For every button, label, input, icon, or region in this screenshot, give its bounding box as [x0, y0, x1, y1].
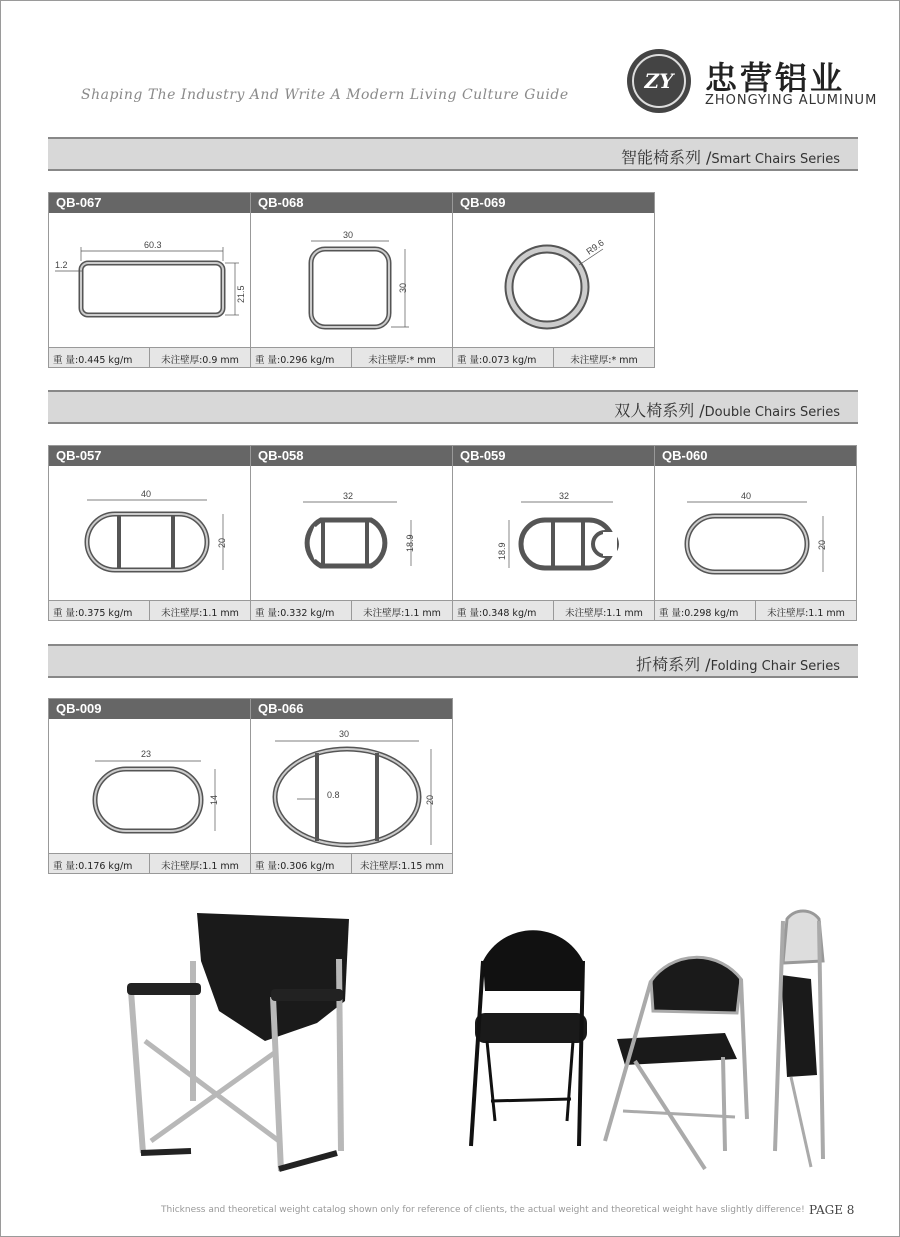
- profile-specs: [251, 853, 452, 873]
- profile-code: QB-068: [251, 193, 452, 213]
- profile-specs: [49, 853, 250, 873]
- profile-specs: [49, 347, 250, 367]
- weight-value: 重 量:0.375 kg/m: [53, 608, 133, 619]
- dim-label: 21.5: [236, 285, 246, 303]
- chair-photos: [111, 901, 841, 1186]
- dim-label: 40: [141, 489, 152, 499]
- profile-card-qb-066: [250, 698, 453, 874]
- profile-drawing: [49, 213, 250, 349]
- thickness-value: 未注壁厚:1.1 mm: [149, 601, 250, 620]
- profile-drawing: [453, 466, 654, 602]
- thickness-value: 未注壁厚:* mm: [351, 348, 452, 367]
- thickness-value: 未注壁厚:0.9 mm: [149, 348, 250, 367]
- dim-label: 60.3: [144, 240, 162, 250]
- weight-value: 重 量:0.348 kg/m: [457, 608, 537, 619]
- profile-code: QB-058: [251, 446, 452, 466]
- weight-value: 重 量:0.306 kg/m: [255, 861, 335, 872]
- profile-card-qb-009: [48, 698, 251, 874]
- dim-label: 20: [817, 539, 827, 550]
- section-header-folding-chair: [48, 644, 858, 678]
- thickness-value: 未注壁厚:1.1 mm: [755, 601, 856, 620]
- section-title-en: Smart Chairs Series: [711, 152, 840, 167]
- profile-drawing: [251, 213, 452, 349]
- profile-code: QB-057: [49, 446, 250, 466]
- thickness-value: 未注壁厚:1.1 mm: [553, 601, 654, 620]
- profile-code: QB-060: [655, 446, 856, 466]
- tagline: Shaping The Industry And Write A Modern Living Culture Guide: [81, 87, 569, 103]
- weight-value: 重 量:0.176 kg/m: [53, 861, 133, 872]
- profile-code: QB-059: [453, 446, 654, 466]
- dim-label: R9.6: [584, 237, 606, 257]
- profile-drawing: [49, 719, 250, 855]
- profile-card-qb-057: [48, 445, 251, 621]
- dim-label: 18.9: [405, 534, 415, 552]
- section-title-en: Folding Chair Series: [710, 659, 840, 674]
- section-title-en: Double Chairs Series: [704, 405, 840, 420]
- thickness-value: 未注壁厚:1.1 mm: [149, 854, 250, 873]
- dim-label: 20: [425, 794, 435, 805]
- profile-specs: [453, 600, 654, 620]
- section-header-smart-chairs: [48, 137, 858, 171]
- profile-card-qb-069: [452, 192, 655, 368]
- profile-specs: [655, 600, 856, 620]
- profile-specs: [251, 600, 452, 620]
- profile-drawing: [251, 466, 452, 602]
- dim-label: 0.8: [327, 790, 340, 800]
- dim-label: 32: [343, 491, 354, 501]
- weight-value: 重 量:0.298 kg/m: [659, 608, 739, 619]
- section-header-double-chairs: [48, 390, 858, 424]
- profile-code: QB-067: [49, 193, 250, 213]
- profile-specs: [49, 600, 250, 620]
- profile-drawing: [49, 466, 250, 602]
- section-title-cn: 折椅系列 /: [636, 655, 711, 674]
- director-chair-image: [127, 913, 349, 1171]
- profile-drawing: [655, 466, 856, 602]
- profile-drawing: [251, 719, 452, 855]
- weight-value: 重 量:0.296 kg/m: [255, 355, 335, 366]
- weight-value: 重 量:0.332 kg/m: [255, 608, 335, 619]
- dim-label: 1.2: [55, 260, 68, 270]
- weight-value: 重 量:0.073 kg/m: [457, 355, 537, 366]
- thickness-value: 未注壁厚:* mm: [553, 348, 654, 367]
- profile-card-qb-058: [250, 445, 453, 621]
- dim-label: 30: [398, 282, 408, 293]
- dim-label: 40: [741, 491, 752, 501]
- black-folding-chair-image: [471, 930, 587, 1146]
- disclaimer-note: Thickness and theoretical weight catalog shown only for reference of clients, the actual weight and theoretical weight have slightly difference!: [161, 1205, 805, 1215]
- thickness-value: 未注壁厚:1.1 mm: [351, 601, 452, 620]
- dim-label: 20: [217, 537, 227, 548]
- folded-chair-image: [775, 911, 823, 1167]
- dim-label: 23: [141, 749, 152, 759]
- dim-label: 18.9: [497, 542, 507, 560]
- profile-specs: [251, 347, 452, 367]
- dim-label: 14: [209, 794, 219, 805]
- profile-card-qb-060: [654, 445, 857, 621]
- thickness-value: 未注壁厚:1.15 mm: [351, 854, 452, 873]
- dim-label: 30: [343, 230, 354, 240]
- profile-card-qb-068: [250, 192, 453, 368]
- section-title-cn: 双人椅系列 /: [614, 401, 705, 420]
- profile-card-qb-059: [452, 445, 655, 621]
- profile-code: QB-069: [453, 193, 654, 213]
- profile-card-qb-067: [48, 192, 251, 368]
- profile-specs: [453, 347, 654, 367]
- page-number: PAGE 8: [809, 1203, 855, 1217]
- dim-label: 32: [559, 491, 570, 501]
- company-logo: [627, 49, 691, 113]
- brand-name-cn: 忠营铝业: [705, 59, 846, 97]
- section-title-cn: 智能椅系列 /: [620, 148, 712, 167]
- brand-name-en: ZHONGYING ALUMINUM: [705, 93, 878, 108]
- profile-code: QB-009: [49, 699, 250, 719]
- silver-folding-chair-image: [605, 957, 747, 1169]
- profile-drawing: [453, 213, 654, 349]
- logo-monogram: ZY: [632, 54, 686, 108]
- dim-label: 30: [339, 729, 350, 739]
- weight-value: 重 量:0.445 kg/m: [53, 355, 133, 366]
- profile-code: QB-066: [251, 699, 452, 719]
